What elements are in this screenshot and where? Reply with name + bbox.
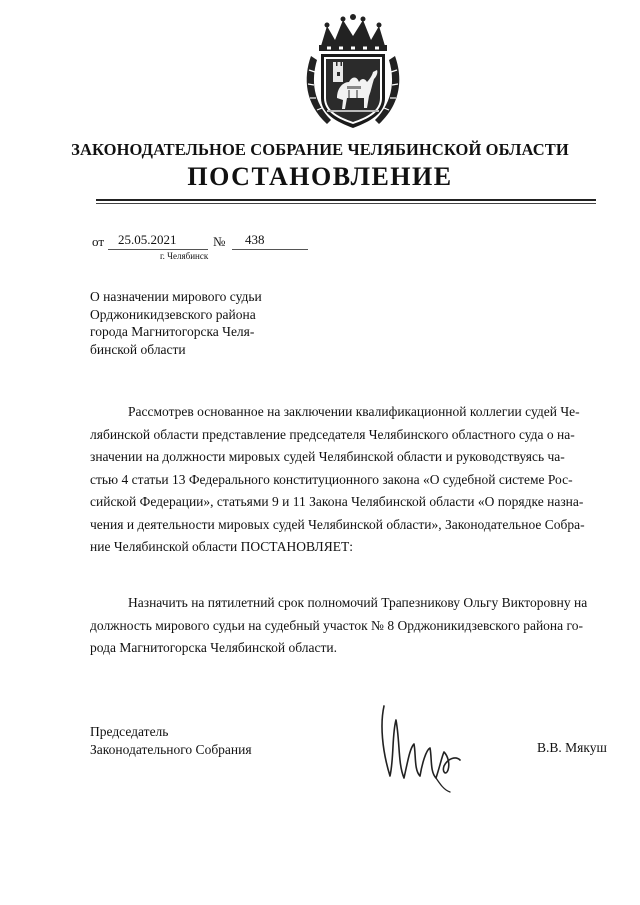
number-label: № <box>213 234 226 249</box>
handwritten-signature <box>370 698 470 798</box>
signatory-name: В.В. Мякуш <box>537 740 607 755</box>
paragraph-line: чения и деятельности мировых судей Челябинской области», Законодательное Собра- <box>90 516 585 532</box>
paragraph-line: рода Магнитогорска Челябинской области. <box>90 640 337 655</box>
coat-of-arms-icon <box>297 12 409 134</box>
body-paragraph-1 <box>90 401 627 559</box>
date-underline <box>108 249 208 250</box>
paragraph-line: стью 4 статьи 13 Федерального конституционного закона «О судебной системе Рос- <box>90 471 573 487</box>
subject-line: города Магнитогорска Челя- <box>90 324 255 339</box>
signatory-title-line: Законодательного Собрания <box>90 742 252 757</box>
subject-line: Орджоникидзевского района <box>90 306 256 322</box>
document-number: 438 <box>245 232 265 247</box>
paragraph-line: должность мирового судьи на судебный участок № 8 Орджоникидзевского района го- <box>90 617 583 633</box>
subject-line: бинской области <box>90 341 186 357</box>
paragraph-line: сийской Федерации», статьями 9 и 11 Закона Челябинской области «О порядке назна- <box>90 494 584 509</box>
paragraph-line: значении на должности мировых судей Челябинской области и руководствуясь ча- <box>90 449 565 464</box>
paragraph-line: ние Челябинской области ПОСТАНОВЛЯЕТ: <box>90 539 353 554</box>
organization-name: ЗАКОНОДАТЕЛЬНОЕ СОБРАНИЕ ЧЕЛЯБИНСКОЙ ОБЛАСТИ <box>71 140 569 159</box>
number-underline <box>232 249 308 250</box>
signatory-title <box>90 723 252 759</box>
paragraph-line: Назначить на пятилетний срок полномочий Трапезникову Ольгу Викторовну на <box>128 595 588 610</box>
subject-line: О назначении мирового судьи <box>90 289 262 304</box>
header-rule <box>96 199 596 201</box>
document-type: ПОСТАНОВЛЕНИЕ <box>187 162 453 191</box>
header-rule-thin <box>96 203 596 204</box>
document-date: 25.05.2021 <box>118 232 177 247</box>
document-subject <box>90 288 280 358</box>
city-name: г. Челябинск <box>160 251 209 261</box>
body-paragraph-2 <box>90 592 627 660</box>
signatory-title-line: Председатель <box>90 724 169 739</box>
paragraph-line: Рассмотрев основанное на заключении квалификационной коллегии судей Че- <box>128 404 580 419</box>
paragraph-line: лябинской области представление председателя Челябинского областного суда о на- <box>90 426 575 442</box>
date-label: от <box>92 234 105 249</box>
